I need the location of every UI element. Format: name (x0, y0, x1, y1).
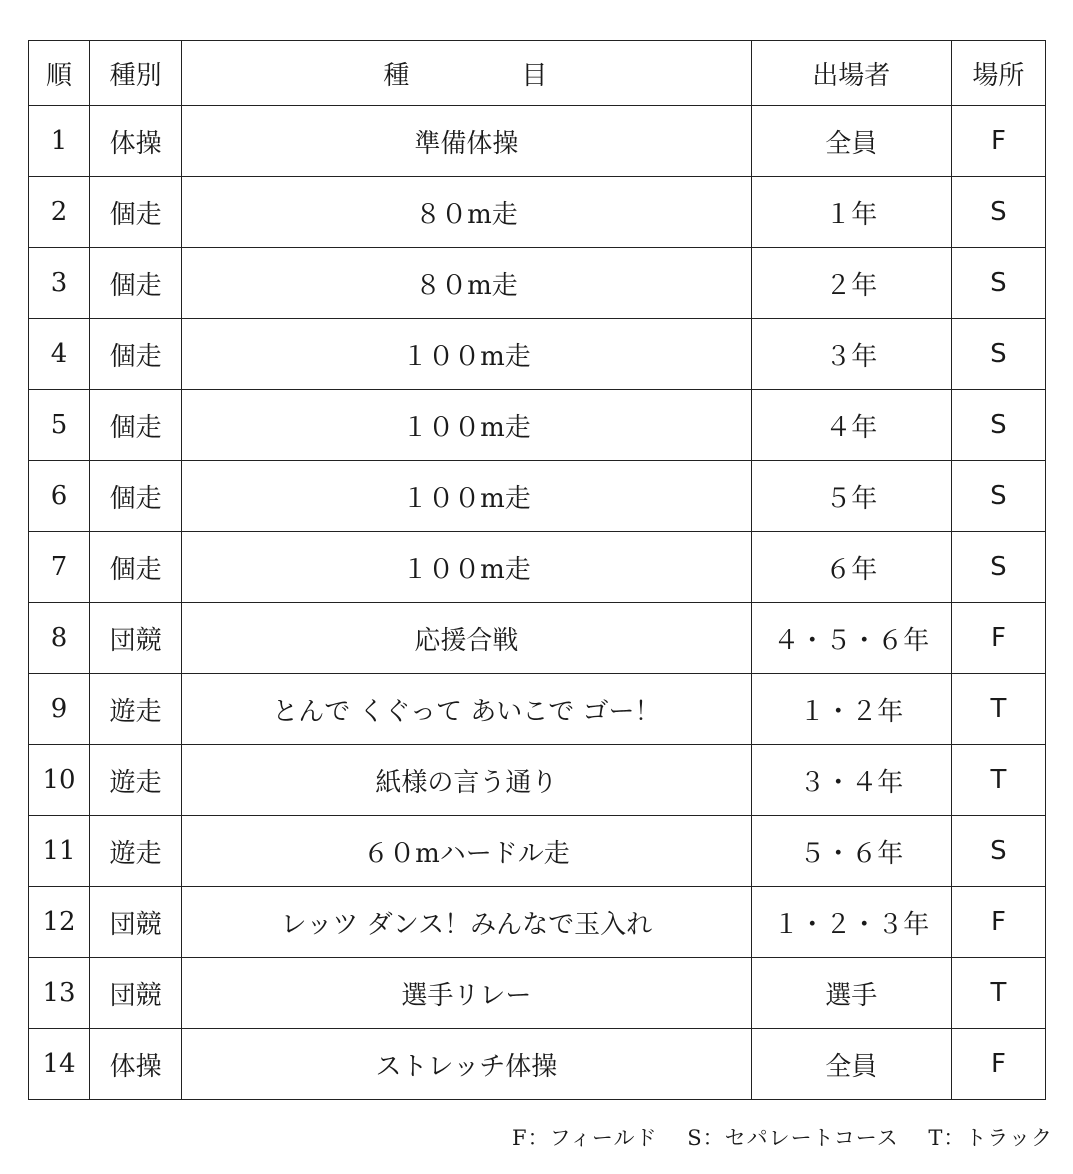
header-kind: 種別 (90, 41, 182, 106)
cell-event: １００m走 (182, 532, 752, 603)
cell-place: F (951, 1029, 1045, 1100)
cell-event: 紙様の言う通り (182, 745, 752, 816)
cell-kind: 遊走 (90, 745, 182, 816)
cell-place: T (951, 958, 1045, 1029)
cell-place: S (951, 532, 1045, 603)
cell-place: T (951, 745, 1045, 816)
cell-place: S (951, 177, 1045, 248)
header-event-a: 種 (383, 60, 412, 91)
cell-kind: 体操 (90, 1029, 182, 1100)
cell-order: 8 (29, 603, 90, 674)
cell-event: 応援合戦 (182, 603, 752, 674)
table-row (29, 887, 1046, 958)
cell-participants: １・２・３年 (751, 887, 951, 958)
cell-event: １００m走 (182, 390, 752, 461)
cell-participants: ４年 (751, 390, 951, 461)
table-row (29, 390, 1046, 461)
table-row (29, 958, 1046, 1029)
cell-kind: 個走 (90, 319, 182, 390)
cell-order: 1 (29, 106, 90, 177)
cell-kind: 個走 (90, 532, 182, 603)
table-row (29, 319, 1046, 390)
header-row (29, 41, 1046, 106)
cell-event: ６０mハードル走 (182, 816, 752, 887)
cell-kind: 個走 (90, 461, 182, 532)
cell-place: S (951, 390, 1045, 461)
cell-kind: 個走 (90, 248, 182, 319)
table-row (29, 816, 1046, 887)
cell-place: F (951, 603, 1045, 674)
legend-track: T：トラック (928, 1126, 1053, 1150)
cell-order: 12 (29, 887, 90, 958)
table-row (29, 674, 1046, 745)
header-event-b: 目 (521, 60, 550, 91)
cell-place: S (951, 816, 1045, 887)
cell-order: 14 (29, 1029, 90, 1100)
cell-order: 2 (29, 177, 90, 248)
header-event (182, 41, 752, 106)
table-header (29, 41, 1046, 106)
cell-event: ストレッチ体操 (182, 1029, 752, 1100)
table-row (29, 532, 1046, 603)
table-row (29, 177, 1046, 248)
legend-separate: S：セパレートコース (687, 1126, 899, 1150)
cell-order: 11 (29, 816, 90, 887)
cell-participants: 全員 (751, 106, 951, 177)
cell-event: レッツ ダンス！みんなで玉入れ (182, 887, 752, 958)
cell-participants: １・２年 (751, 674, 951, 745)
cell-participants: ５年 (751, 461, 951, 532)
cell-place: S (951, 248, 1045, 319)
table-row (29, 1029, 1046, 1100)
cell-order: 3 (29, 248, 90, 319)
cell-participants: ６年 (751, 532, 951, 603)
header-place: 場所 (951, 41, 1045, 106)
program-table (28, 40, 1046, 1100)
cell-kind: 団競 (90, 958, 182, 1029)
cell-event: 選手リレー (182, 958, 752, 1029)
cell-order: 13 (29, 958, 90, 1029)
cell-kind: 団競 (90, 603, 182, 674)
cell-participants: 選手 (751, 958, 951, 1029)
cell-kind: 遊走 (90, 674, 182, 745)
cell-order: 4 (29, 319, 90, 390)
cell-order: 7 (29, 532, 90, 603)
table-row (29, 106, 1046, 177)
table-body (29, 106, 1046, 1100)
cell-order: 9 (29, 674, 90, 745)
place-legend (512, 1122, 1053, 1152)
header-participants: 出場者 (751, 41, 951, 106)
cell-order: 6 (29, 461, 90, 532)
cell-place: T (951, 674, 1045, 745)
cell-participants: 全員 (751, 1029, 951, 1100)
cell-kind: 個走 (90, 390, 182, 461)
cell-place: F (951, 106, 1045, 177)
table-row (29, 461, 1046, 532)
cell-kind: 個走 (90, 177, 182, 248)
cell-kind: 遊走 (90, 816, 182, 887)
cell-participants: ３・４年 (751, 745, 951, 816)
cell-event: とんで くぐって あいこで ゴー！ (182, 674, 752, 745)
cell-event: １００m走 (182, 461, 752, 532)
legend-field: F：フィールド (512, 1126, 658, 1150)
cell-event: 準備体操 (182, 106, 752, 177)
table-row (29, 745, 1046, 816)
cell-participants: １年 (751, 177, 951, 248)
cell-kind: 体操 (90, 106, 182, 177)
cell-kind: 団競 (90, 887, 182, 958)
cell-order: 10 (29, 745, 90, 816)
table-row (29, 603, 1046, 674)
cell-place: F (951, 887, 1045, 958)
table-row (29, 248, 1046, 319)
cell-event: １００m走 (182, 319, 752, 390)
cell-participants: ３年 (751, 319, 951, 390)
cell-event: ８０m走 (182, 248, 752, 319)
cell-participants: ５・６年 (751, 816, 951, 887)
cell-participants: ４・５・６年 (751, 603, 951, 674)
cell-place: S (951, 319, 1045, 390)
cell-participants: ２年 (751, 248, 951, 319)
cell-place: S (951, 461, 1045, 532)
header-order: 順 (29, 41, 90, 106)
cell-order: 5 (29, 390, 90, 461)
cell-event: ８０m走 (182, 177, 752, 248)
